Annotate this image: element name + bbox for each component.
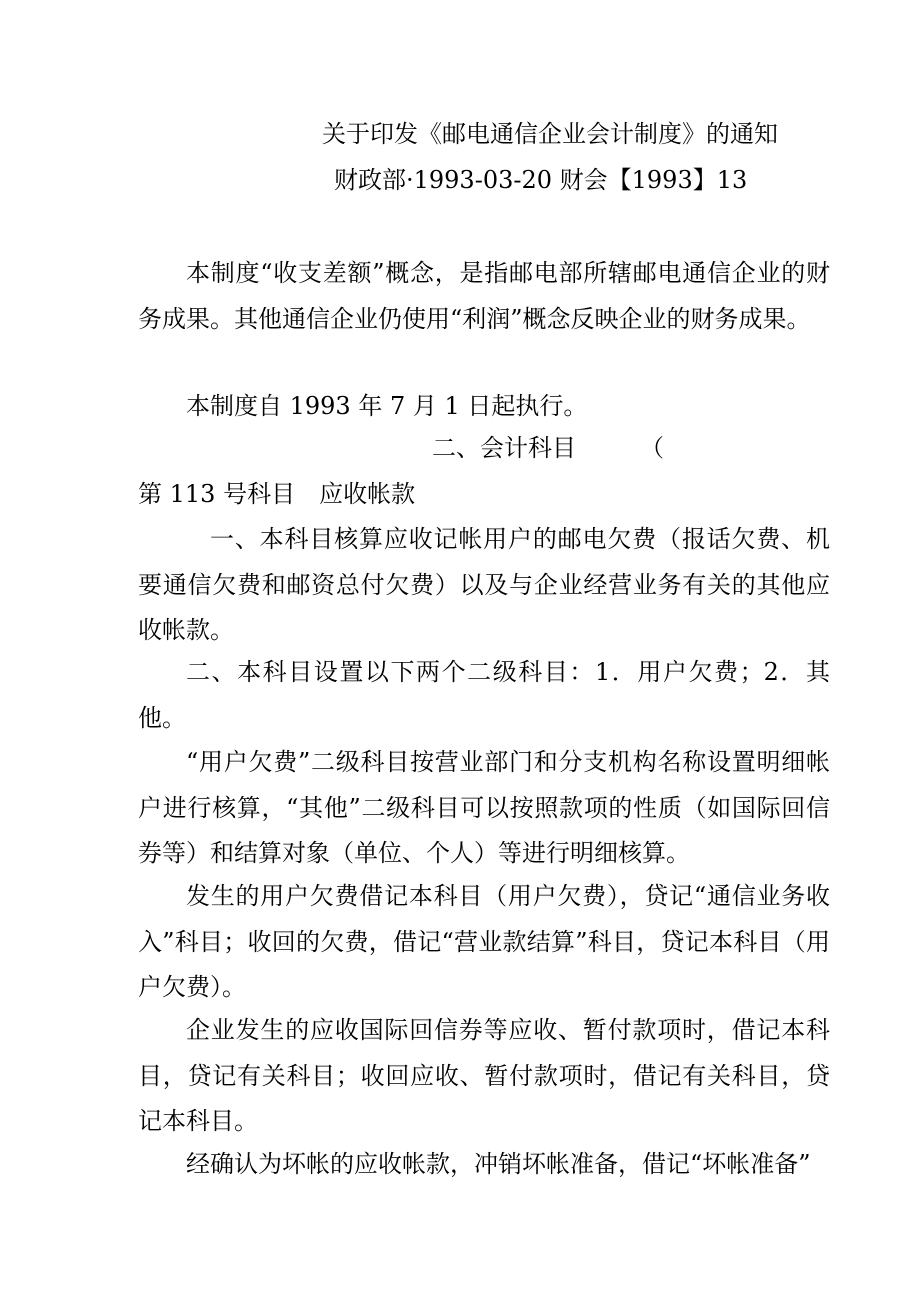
section-heading-paren: （	[640, 434, 664, 462]
paragraph-bad-debt: 经确认为坏帐的应收帐款，冲销坏帐准备，借记“坏帐准备”	[186, 1150, 811, 1178]
paragraph-receivable-entries: 企业发生的应收国际回信券等应收、暂付款项时，借记本科目，贷记有关科目；收回应收、暂付款项时，借记有关科目，贷记本科目。	[138, 1016, 830, 1135]
document-title: 关于印发《邮电通信企业会计制度》的通知	[322, 120, 778, 148]
document-source-line: 财政部·1993-03-20 财会【1993】13	[334, 166, 748, 194]
subject-title: 第 113 号科目 应收帐款	[138, 480, 416, 508]
paragraph-profit-concept: 本制度“收支差额”概念，是指邮电部所辖邮电通信企业的财务成果。其他通信企业仍使用“利润”概念反映企业的财务成果。	[138, 259, 830, 333]
paragraph-detail-accounting: “用户欠费”二级科目按营业部门和分支机构名称设置明细帐户进行核算，“其他”二级科目可以按照款项的性质（如国际回信券等）和结算对象（单位、个人）等进行明细核算。	[138, 748, 830, 867]
section-heading: 二、会计科目	[432, 434, 576, 462]
paragraph-effective-date: 本制度自 1993 年 7 月 1 日起执行。	[186, 392, 588, 420]
paragraph-subject-scope: 一、本科目核算应收记帐用户的邮电欠费（报话欠费、机要通信欠费和邮资总付欠费）以及与企业经营业务有关的其他应收帐款。	[138, 525, 830, 644]
paragraph-secondary-subjects: 二、本科目设置以下两个二级科目：1．用户欠费；2．其他。	[138, 658, 830, 732]
paragraph-user-arrears-entries: 发生的用户欠费借记本科目（用户欠费），贷记“通信业务收入”科目；收回的欠费，借记“营业款结算”科目，贷记本科目（用户欠费）。	[138, 882, 830, 1001]
